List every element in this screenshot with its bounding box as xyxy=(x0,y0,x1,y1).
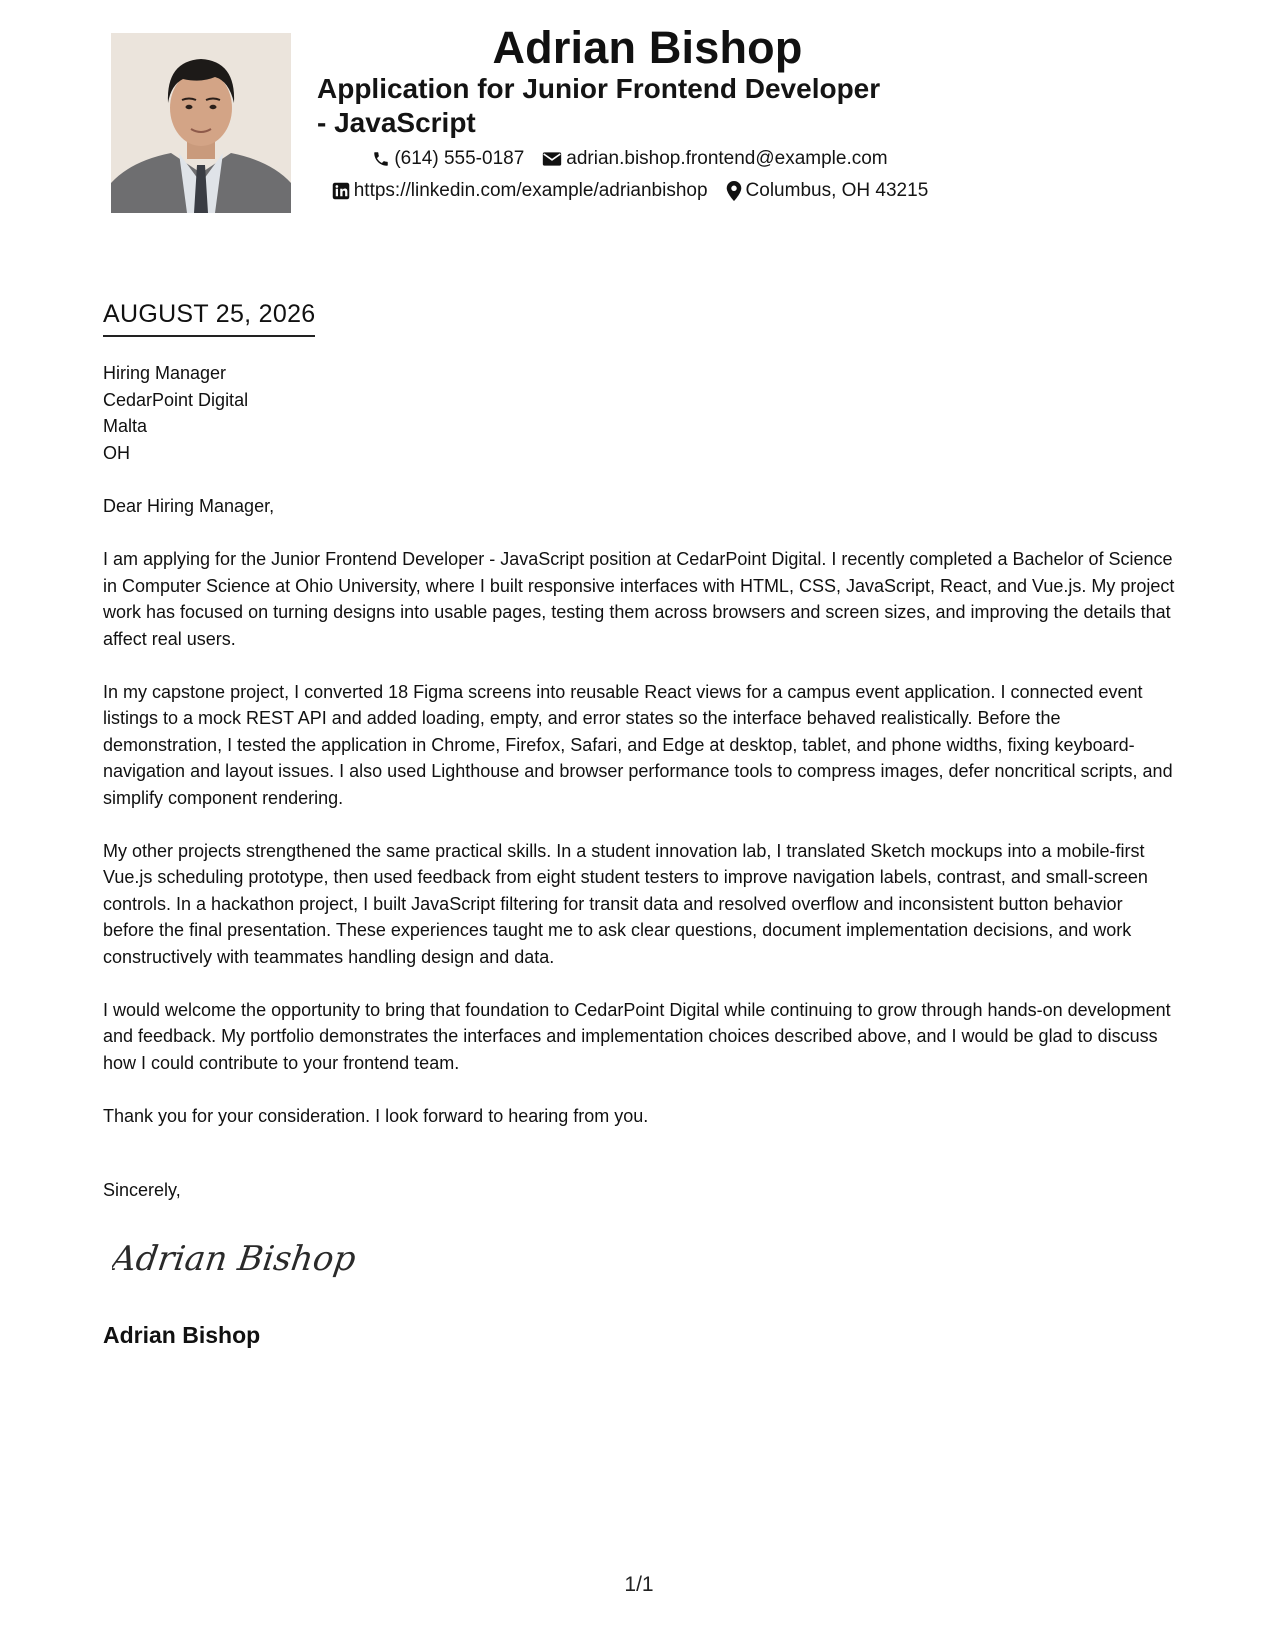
phone-icon xyxy=(372,150,390,168)
salutation: Dear Hiring Manager, xyxy=(103,496,275,516)
paragraph-intro: I am applying for the Junior Frontend Developer - JavaScript position at CedarPoint Digital. I recently completed a Bachelor of Science in Computer Science at Ohio University, where I built responsive interfaces with HTML, CSS, JavaScript, React, and Vue.js. My project work has focused on turning designs into usable pages, testing them across browsers and screen sizes, and improving the details that affect real users. xyxy=(103,549,1175,649)
paragraph-opportunity: I would welcome the opportunity to bring that foundation to CedarPoint Digital while continuing to grow through hands-on development and feedback. My portfolio demonstrates the interfaces and implementation choices described above, and I would be glad to discuss how I could contribute to your frontend team. xyxy=(103,999,1171,1073)
paragraph-capstone: In my capstone project, I converted 18 Figma screens into reusable React views for a campus event application. I connected event listings to a mock REST API and added loading, empty, and error states so the interface behaved realistically. Before the demonstration, I tested the application in Chrome, Firefox, Safari, and Edge at desktop, tablet, and phone widths, fixing keyboard-navigation and layout issues. I also used Lighthouse and browser performance tools to compress images, defer noncritical scripts, and simplify component rendering. xyxy=(103,681,1173,808)
linkedin-contact[interactable] xyxy=(332,180,708,202)
paragraph-projects: My other projects strengthened the same practical skills. In a student innovation lab, I translated Sketch mockups into a mobile-first Vue.js scheduling prototype, then used feedback from eight student testers to improve navigation labels, contrast, and small-screen controls. In a hackathon project, I built JavaScript filtering for transit data and resolved overflow and inconsistent button behavior before the final presentation. These experiences taught me to ask clear questions, document implementation decisions, and work constructively with teammates handling design and data. xyxy=(103,840,1148,967)
recipient-state: OH xyxy=(103,442,130,463)
paragraph-thanks: Thank you for your consideration. I look forward to hearing from you. xyxy=(103,1105,649,1126)
envelope-icon xyxy=(542,150,562,168)
closing-line: Sincerely, xyxy=(103,1180,181,1200)
recipient-title: Hiring Manager xyxy=(103,363,227,383)
contact-row-primary xyxy=(280,148,980,170)
handwritten-signature xyxy=(112,1228,372,1288)
svg-text:Adrian Bishop: Adrian Bishop xyxy=(112,1239,359,1279)
phone-contact[interactable] xyxy=(372,148,524,170)
contact-row-secondary xyxy=(280,180,980,202)
email-contact[interactable] xyxy=(542,148,887,170)
location-contact xyxy=(726,180,929,202)
page-number: 1/1 xyxy=(624,1573,654,1596)
linkedin-text: https://linkedin.com/example/adrianbishop xyxy=(353,180,708,201)
map-marker-icon xyxy=(726,181,742,201)
recipient-city: Malta xyxy=(103,416,148,436)
linkedin-icon xyxy=(332,182,350,200)
application-subtitle: Application for Junior Frontend Developer - JavaScript xyxy=(317,73,881,138)
phone-text: (614) 555-0187 xyxy=(394,148,525,169)
applicant-name: Adrian Bishop xyxy=(492,22,803,73)
email-text: adrian.bishop.frontend@example.com xyxy=(566,148,888,169)
letter-date: AUGUST 25, 2026 xyxy=(103,300,315,337)
letter-body xyxy=(103,493,1178,1156)
recipient-address xyxy=(103,360,248,466)
location-text: Columbus, OH 43215 xyxy=(745,180,929,201)
recipient-company: CedarPoint Digital xyxy=(103,389,249,410)
signer-name: Adrian Bishop xyxy=(103,1322,261,1348)
